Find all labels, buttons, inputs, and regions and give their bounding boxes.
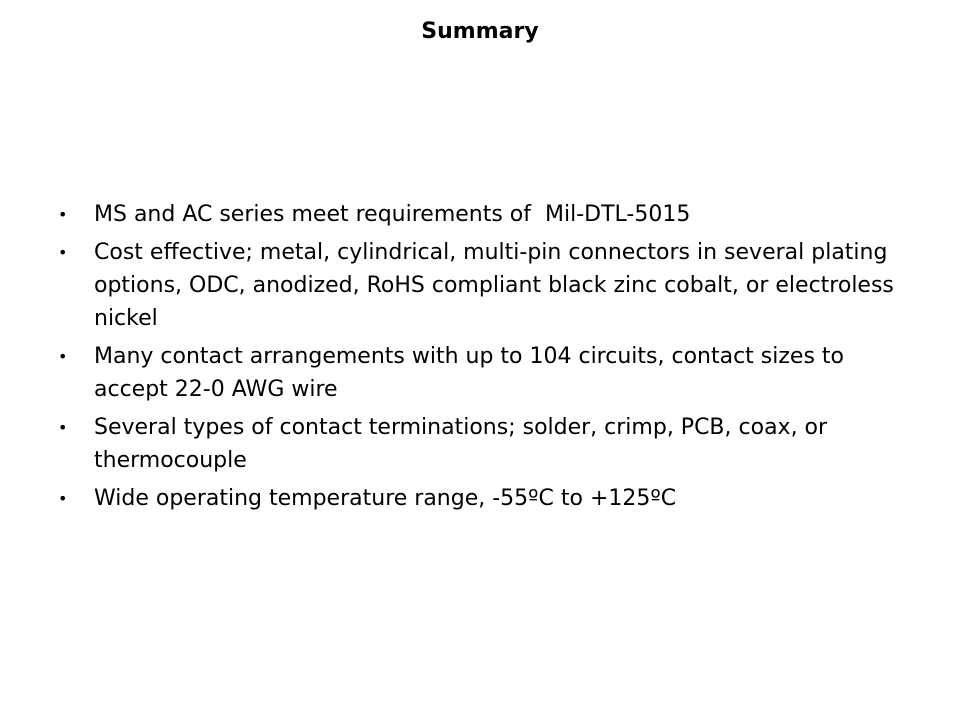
bullet-dot-icon: •: [58, 489, 68, 508]
bullet-dot-icon: •: [58, 347, 68, 366]
bullet-dot-icon: •: [58, 418, 68, 437]
bullet-text: Wide operating temperature range, -55ºC to +125ºC: [94, 486, 677, 511]
bullet-dot-icon: •: [58, 243, 68, 262]
bullet-text: Cost effective; metal, cylindrical, multi-pin connectors in several plating options, ODC, anodized, RoHS compliant black zinc cobalt, or electroless nickel: [94, 240, 901, 331]
bullet-item: [58, 411, 918, 477]
bullet-text: MS and AC series meet requirements of Mil-DTL-5015: [94, 202, 691, 227]
bullet-dot-icon: •: [58, 205, 68, 224]
bullet-text: Many contact arrangements with up to 104 circuits, contact sizes to accept 22-0 AWG wire: [94, 344, 851, 402]
bullet-item: [58, 236, 918, 335]
bullet-item: [58, 198, 918, 231]
bullet-text: Several types of contact terminations; solder, crimp, PCB, coax, or thermocouple: [94, 415, 835, 473]
slide-title: Summary: [421, 19, 539, 44]
bullet-item: [58, 340, 918, 406]
bullet-list: [58, 198, 918, 520]
bullet-item: [58, 482, 918, 515]
